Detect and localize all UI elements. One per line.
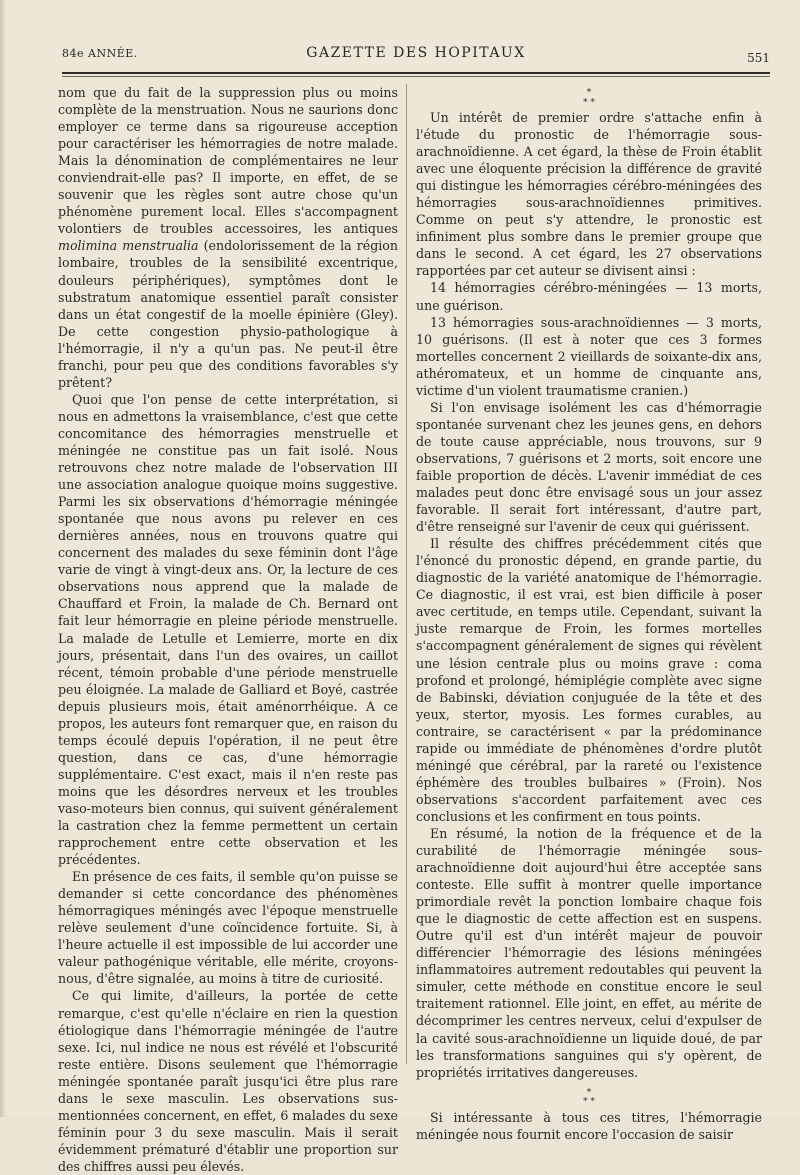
left-paragraph-2: Quoi que l'on pense de cette interprétation, si nous en admettons la vraisemblance, c'est que cette concomitance des hémorragies menstruelle et méningée ne constitue pas un fait isolé. Nous retrouvons chez notre malade de l'observation III une association analogue quoique moins suggestive. Parmi les six observations d'hémorragie méningée spontanée que nous avons pu relever en ces dernières années, nous en trouvons quatre qui concernent des malades du sexe féminin dont l'âge varie de vingt à vingt-deux ans. Or, la lecture de ces observations nous apprend que la malade de Chauffard et Froin, la malade de Ch. Bernard ont fait leur hémorragie en pleine période menstruelle. La malade de Letulle et Lemierre, morte en dix jours, présentait, dans l'un des ovaires, un caillot récent, témoin probable d'une période menstruelle peu éloignée. La malade de Galliard et Boyé, castrée depuis plusieurs mois, était aménorrhéique. A ce propos, les auteurs font remarquer que, en raison du temps écoulé depuis l'opération, il ne peut être question, dans ce cas, d'une hémorragie supplémentaire. C'est exact, mais il n'en reste pas moins que les désordres nerveux et les troubles vaso-moteurs bien connus, qui suivent généralement la castration chez la femme permettent un certain rapprochement entre cette observation et les précédentes. xyxy=(58,391,398,868)
left-paragraph-1: nom que du fait de la suppression plus ou moins complète de la menstruation. Nous ne saurions donc employer ce terme dans sa rigoureuse acception pour caractériser les hémorragies de notre malade. Mais la dénomination de complémentaires ne leur conviendrait-elle pas? Il importe, en effet, de se souvenir que les règles sont autre chose qu'un phénomène purement local. Elles s'accompagnent volontiers de troubles accessoires, les antiques molimina menstrualia (endolorissement de la région lombaire, troubles de la sensibilité excentrique, douleurs périphériques), symptômes dont le substratum anatomique essentiel paraît consister dans un état congestif de la moelle épinière (Gley). De cette congestion physio-pathologique à l'hémorragie, il n'y a qu'un pas. Ne peut-il être franchi, pour peu que des conditions favorables s'y prêtent? xyxy=(58,85,398,390)
page-header xyxy=(62,43,770,69)
left-paragraph-4: Ce qui limite, d'ailleurs, la portée de cette remarque, c'est qu'elle n'éclaire en rien la question étiologique dans l'hémorragie méningée de l'autre sexe. Ici, nul indice ne nous est révélé et l'obscurité reste entière. Disons seulement que l'hémorragie méningée spontanée paraît jusqu'ici être plus rare dans le sexe masculin. Les observations sus-mentionnées concernent, en effet, 6 malades du sexe féminin pour 3 du sexe masculin. Mais il serait évidemment prématuré d'établir une proportion sur des chiffres aussi peu élevés. xyxy=(58,988,398,1174)
latin-term: molimina menstrualia xyxy=(58,238,199,254)
column-divider xyxy=(406,84,407,1064)
right-paragraph-1: Un intérêt de premier ordre s'attache enfin à l'étude du pronostic de l'hémorragie sous-arachnoïdienne. A cet égard, la thèse de Froin établit avec une éloquente précision la différence de gravité qui distingue les hémorragies cérébro-méningées des hémorragies sous-arachnoïdiennes primitives. Comme on peut s'y attendre, le pronostic est infiniment plus sombre dans le premier groupe que dans le second. A cet égard, les 27 observations rapportées par cet auteur se divisent ainsi : xyxy=(416,110,762,279)
tally-sous-arachnoidiennes: 13 hémorragies sous-arachnoïdiennes — 3 morts, 10 guérisons. (Il est à noter que ces 3 formes mortelles concernent 2 vieillards de soixante-dix ans, athéromateux, et un homme de cinquante ans, victime d'un violent traumatisme cranien.) xyxy=(416,314,762,398)
page-number: 551 xyxy=(747,51,770,65)
header-rule-thin xyxy=(62,76,770,77)
header-rule xyxy=(62,72,770,74)
section-separator-asterisks: * * * xyxy=(583,88,595,108)
right-paragraph-5: Si intéressante à tous ces titres, l'hémorragie méningée nous fournit encore l'occasion de saisir xyxy=(416,1109,762,1142)
tally-cerebro-meningees: 14 hémorragies cérébro-méningées — 13 morts, une guérison. xyxy=(416,280,762,313)
right-paragraph-4: En résumé, la notion de la fréquence et de la curabilité de l'hémorragie méningée sous-arachnoïdienne doit aujourd'hui être acceptée sans conteste. Elle suffit à montrer quelle importance primordiale revêt la ponction lombaire chaque fois que le diagnostic de cette affection est en suspens. Outre qu'il est d'un intérêt majeur de pouvoir différencier l'hémorragie des lésions méningées inflammatoires autrement redoutables qui peuvent la simuler, cette méthode en constitue encore le seul traitement rationnel. Elle joint, en effet, au mérite de décomprimer les centres nerveux, celui d'expulser de la cavité sous-arachnoïdienne un liquide doué, de par les transformations sanguines qui s'y opèrent, de propriétés irritatives dangereuses. xyxy=(416,825,762,1080)
section-separator-asterisks-2: * * * xyxy=(583,1087,595,1107)
right-column xyxy=(416,84,762,1143)
right-paragraph-2: Si l'on envisage isolément les cas d'hémorragie spontanée survenant chez les jeunes gens, en dehors de toute cause appréciable, nous trouvons, sur 9 observations, 7 guérisons et 2 morts, soit encore une faible proportion de décès. L'avenir immédiat de ces malades peut donc être envisagé sous un jour assez favorable. Il serait fort intéressant, d'autre part, d'être renseigné sur l'avenir de ceux qui guérissent. xyxy=(416,399,762,535)
journal-title: GAZETTE DES HOPITAUX xyxy=(306,45,526,61)
page-binding-edge xyxy=(0,0,6,1117)
left-paragraph-3: En présence de ces faits, il semble qu'on puisse se demander si cette concordance des phénomènes hémorragiques méningés avec l'époque menstruelle relève seulement d'une coïncidence fortuite. Si, à l'heure actuelle il est impossible de lui accorder une valeur pathogénique véritable, elle mérite, croyons-nous, d'être signalée, au moins à titre de curiosité. xyxy=(58,869,398,987)
left-column xyxy=(58,84,398,1175)
edition-label: 84e ANNÉE. xyxy=(62,47,138,60)
right-paragraph-3: Il résulte des chiffres précédemment cités que l'énoncé du pronostic dépend, en grande partie, du diagnostic de la variété anatomique de l'hémorragie. Ce diagnostic, il est vrai, est bien difficile à poser avec certitude, en temps utile. Cependant, suivant la juste remarque de Froin, les formes mortelles s'accompagnent généralement de signes qui révèlent une lésion centrale plus ou moins grave : coma profond et prolongé, hémiplégie complète avec signe de Babinski, déviation conjuguée de la tête et des yeux, stertor, myosis. Les formes curables, au contraire, se caractérisent « par la prédominance rapide ou immédiate de phénomènes d'ordre plutôt méningé que cérébral, par la rareté ou l'existence éphémère des troubles bulbaires » (Froin). Nos observations s'accordent parfaitement avec ces conclusions et les confirment en tous points. xyxy=(416,536,762,824)
